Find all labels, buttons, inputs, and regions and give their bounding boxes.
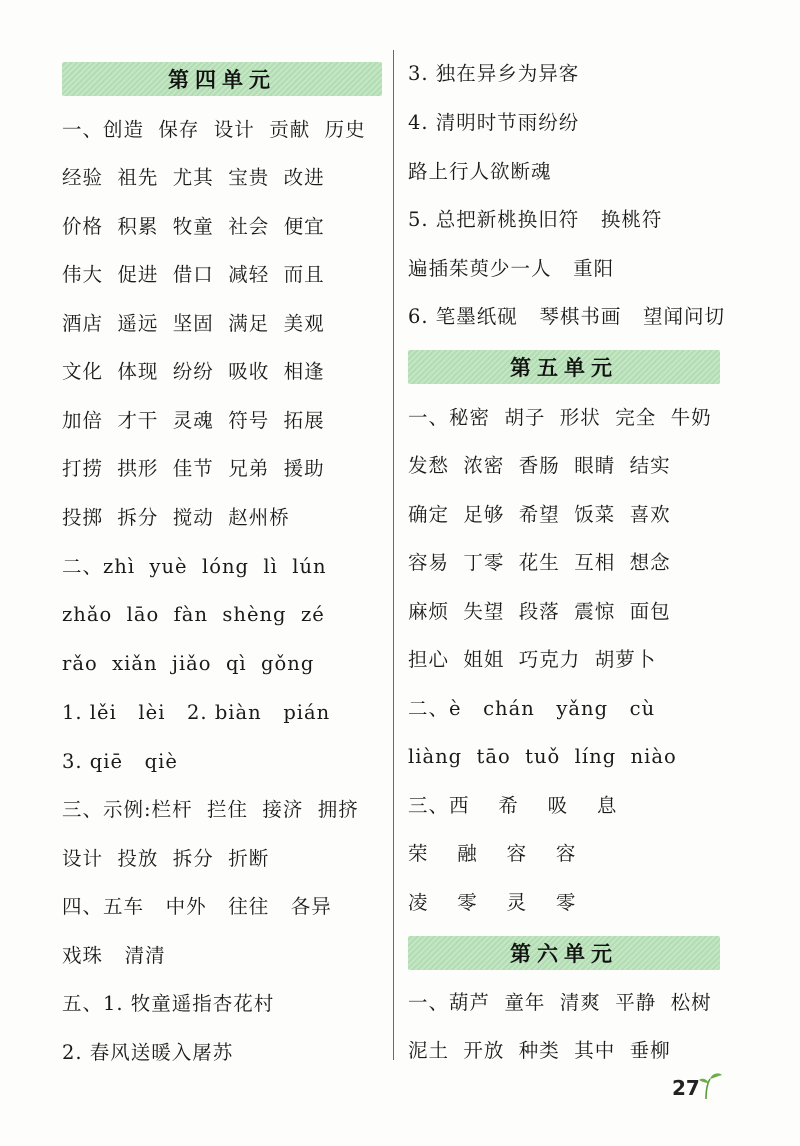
answer-line: 路上行人欲断魂 — [408, 160, 552, 183]
answer-line: 三、示例:栏杆 拦住 接济 拥挤 — [62, 798, 359, 821]
answer-line: 三、西 希 吸 息 — [408, 794, 618, 817]
answer-line: 加倍 才干 灵魂 符号 拓展 — [62, 409, 325, 432]
answer-line: 2. 春风送暖入屠苏 — [62, 1041, 234, 1064]
pinyin-line: liàng tāo tuǒ líng niào — [408, 745, 677, 768]
answer-line: 3. 独在异乡为异客 — [408, 62, 580, 85]
pinyin-line: 3. qiē qiè — [62, 750, 178, 773]
answer-line: 经验 祖先 尤其 宝贵 改进 — [62, 166, 325, 189]
unit4-header: 第四单元 — [62, 62, 382, 96]
answer-line: 设计 投放 拆分 折断 — [62, 847, 270, 870]
answer-line: 发愁 浓密 香肠 眼睛 结实 — [408, 454, 671, 477]
answer-line: 4. 清明时节雨纷纷 — [408, 111, 580, 134]
answer-line: 5. 总把新桃换旧符 换桃符 — [408, 208, 663, 231]
column-divider — [393, 50, 394, 1060]
page-number: 27 — [672, 1076, 700, 1100]
answer-line: 打捞 拱形 佳节 兄弟 援助 — [62, 457, 325, 480]
answer-line: 麻烦 失望 段落 震惊 面包 — [408, 600, 671, 623]
pinyin-line: zhǎo lāo fàn shèng zé — [62, 603, 325, 626]
answer-line: 担心 姐姐 巧克力 胡萝卜 — [408, 648, 657, 671]
answer-line: 确定 足够 希望 饭菜 喜欢 — [408, 503, 671, 526]
answer-line: 四、五车 中外 往往 各异 — [62, 895, 332, 918]
answer-line: 一、创造 保存 设计 贡献 历史 — [62, 118, 366, 141]
answer-line: 一、葫芦 童年 清爽 平静 松树 — [408, 991, 712, 1014]
answer-line: 价格 积累 牧童 社会 便宜 — [62, 215, 325, 238]
sprout-icon — [698, 1072, 724, 1100]
answer-line: 6. 笔墨纸砚 琴棋书画 望闻问切 — [408, 305, 725, 328]
answer-line: 投掷 拆分 搅动 赵州桥 — [62, 506, 290, 529]
answer-line: 五、1. 牧童遥指杏花村 — [62, 992, 275, 1015]
answer-line: 酒店 遥远 坚固 满足 美观 — [62, 312, 325, 335]
pinyin-line: 二、zhì yuè lóng lì lún — [62, 555, 327, 578]
answer-line: 容易 丁零 花生 互相 想念 — [408, 551, 671, 574]
pinyin-line: 二、è chán yǎng cù — [408, 697, 656, 720]
unit6-header: 第六单元 — [408, 936, 720, 970]
answer-line: 遍插茱萸少一人 重阳 — [408, 257, 615, 280]
answer-line: 荣 融 容 容 — [408, 842, 577, 865]
pinyin-line: rǎo xiǎn jiǎo qì gǒng — [62, 652, 315, 675]
answer-line: 泥土 开放 种类 其中 垂柳 — [408, 1039, 671, 1062]
answer-line: 戏珠 清清 — [62, 944, 166, 967]
unit5-header: 第五单元 — [408, 350, 720, 384]
answer-line: 凌 零 灵 零 — [408, 891, 577, 914]
answer-line: 文化 体现 纷纷 吸收 相逢 — [62, 360, 325, 383]
pinyin-line: 1. lěi lèi 2. biàn pián — [62, 701, 331, 724]
answer-line: 伟大 促进 借口 减轻 而且 — [62, 263, 325, 286]
answer-line: 一、秘密 胡子 形状 完全 牛奶 — [408, 406, 712, 429]
